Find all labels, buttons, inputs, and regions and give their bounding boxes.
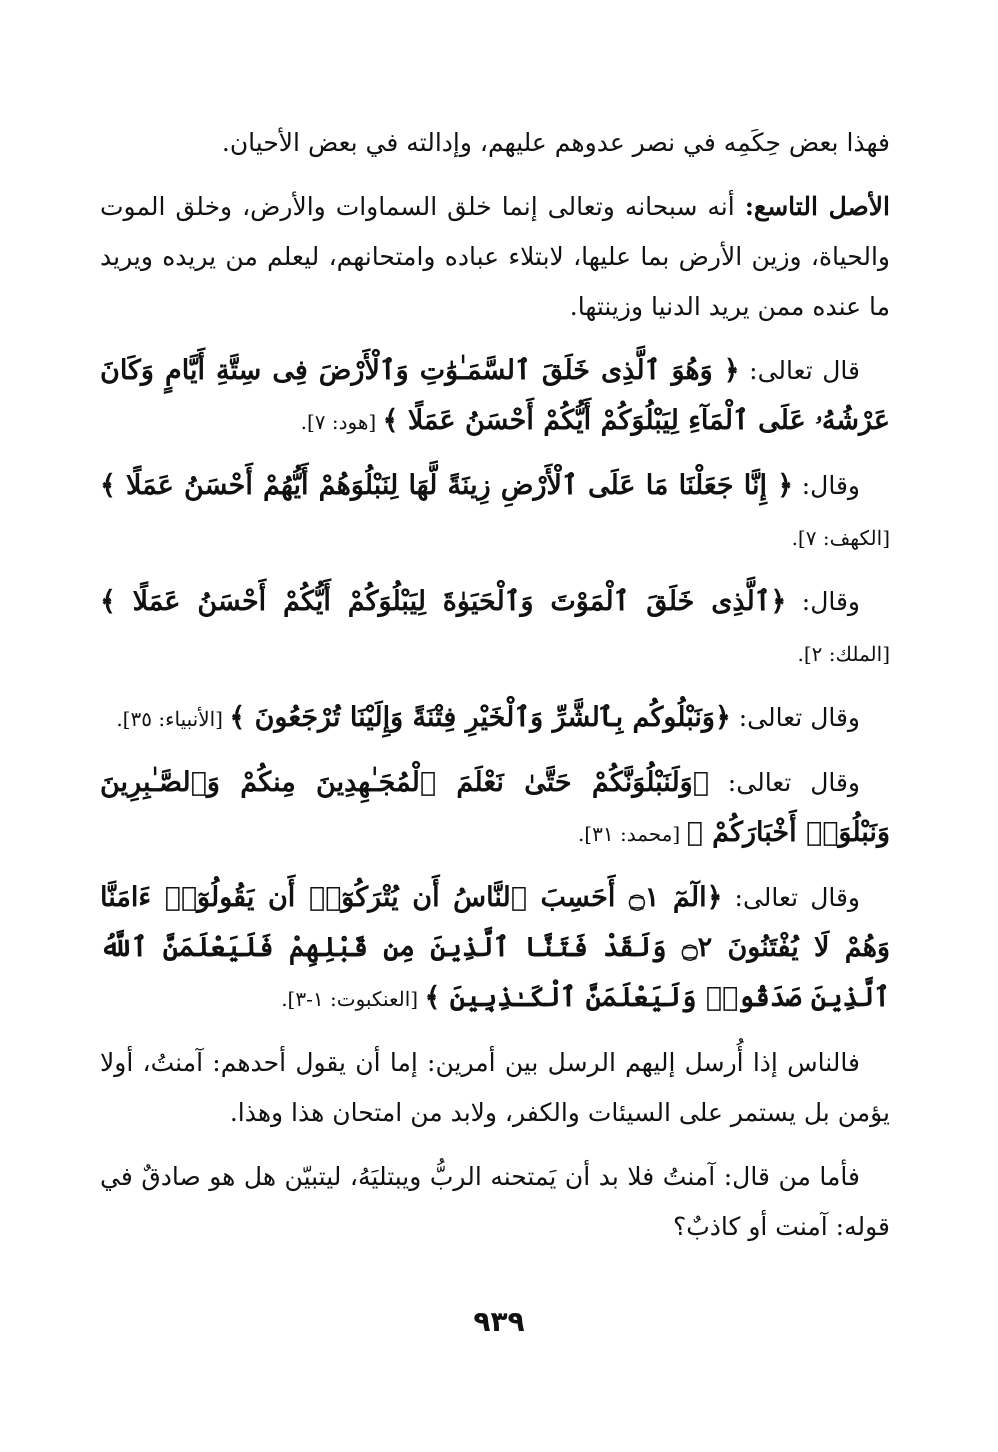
- verse-paragraph-muhammad: [100, 758, 890, 859]
- verse-intro: وقال تعالى:: [708, 768, 861, 797]
- verse-reference: [الكهف: ٧].: [791, 526, 890, 550]
- verse-intro: وقال:: [793, 471, 860, 500]
- paragraph-text: فهذا بعض حِكَمِه في نصر عدوهم عليهم، وإدالته في بعض الأحيان.: [221, 128, 890, 157]
- paragraph-believer: [100, 1152, 890, 1252]
- principle-heading: الأصل التاسع:: [744, 192, 890, 221]
- main-text: [100, 118, 890, 1266]
- verse-paragraph-hud: [100, 346, 890, 447]
- paragraph-text: أنه سبحانه وتعالى إنما خلق السماوات والأرض، وخلق الموت والحياة، وزين الأرض بما عليها، لابتلاء عباده وامتحانهم، ليعلم من يريده ويريد ما عنده ممن يريد الدنيا وزينتها.: [100, 192, 890, 321]
- paragraph-principle-nine: [100, 182, 890, 332]
- verse-intro: وقال تعالى:: [730, 703, 860, 732]
- verse-intro: وقال:: [786, 587, 860, 616]
- verse-intro: وقال تعالى:: [722, 883, 861, 912]
- verse-intro: قال تعالى:: [739, 356, 860, 385]
- quran-verse: ﴿وَلَنَبْلُوَنَّكُمْ حَتَّىٰ نَعْلَمَ ٱلْمُجَـٰهِدِينَ مِنكُمْ وَٱلصَّـٰبِرِينَ وَنَبْلُوَا۟ أَخْبَارَكُمْ ﴾: [100, 767, 890, 848]
- verse-reference: [الملك: ٢].: [797, 642, 890, 666]
- verse-reference: [محمد: ٣١].: [577, 822, 687, 846]
- verse-reference: [هود: ٧].: [300, 410, 383, 434]
- verse-reference: [العنكبوت: ١-٣].: [281, 987, 425, 1011]
- quran-verse: ﴿الٓمٓ ۝١ أَحَسِبَ ٱلنَّاسُ أَن يُتْرَكُوٓا۟ أَن يَقُولُوٓا۟ ءَامَنَّا وَهُمْ لَا يُفْتَنُونَ ۝٢ وَلَقَدْ فَتَنَّا ٱلَّذِينَ مِن قَبْلِهِمْ فَلَيَعْلَمَنَّ ٱللَّهُ ٱلَّذِينَ صَدَقُوا۟ وَلَيَعْلَمَنَّ ٱلْكَـٰذِبِينَ ﴾: [100, 882, 890, 1013]
- paragraph-text: فالناس إذا أُرسل إليهم الرسل بين أمرين: إما أن يقول أحدهم: آمنتُ، أولا يؤمن بل يستمر على السيئات والكفر، ولابد من امتحان هذا وهذا.: [100, 1048, 890, 1127]
- verse-paragraph-mulk: [100, 577, 890, 679]
- verse-paragraph-kahf: [100, 461, 890, 563]
- quran-verse: ﴿ إِنَّا جَعَلْنَا مَا عَلَى ٱلْأَرْضِ زِينَةً لَّهَا لِنَبْلُوَهُمْ أَيُّهُمْ أَحْسَنُ عَمَلًا ﴾: [100, 470, 794, 501]
- paragraph-text: فأما من قال: آمنتُ فلا بد أن يَمتحنه الربُّ ويبتليَهُ، ليتبيّن هل هو صادقٌ في قوله: آمنت أو كاذبٌ؟: [100, 1162, 890, 1241]
- verse-reference: [الأنبياء: ٣٥].: [116, 707, 230, 731]
- paragraph-people: [100, 1038, 890, 1138]
- page-number: ٩٣٩: [473, 1305, 525, 1338]
- verse-paragraph-anbiya: [100, 693, 890, 744]
- quran-verse: ﴿ٱلَّذِى خَلَقَ ٱلْمَوْتَ وَٱلْحَيَوٰةَ لِيَبْلُوَكُمْ أَيُّكُمْ أَحْسَنُ عَمَلًا ﴾: [100, 586, 787, 617]
- quran-verse: ﴿وَنَبْلُوكُم بِٱلشَّرِّ وَٱلْخَيْرِ فِتْنَةً وَإِلَيْنَا تُرْجَعُونَ ﴾: [229, 702, 731, 733]
- verse-paragraph-ankabut: [100, 873, 890, 1024]
- paragraph-1: [100, 118, 890, 168]
- quran-verse: ﴿ وَهُوَ ٱلَّذِى خَلَقَ ٱلسَّمَـٰوَٰتِ وَٱلْأَرْضَ فِى سِتَّةِ أَيَّامٍ وَكَانَ عَرْشُهُۥ عَلَى ٱلْمَآءِ لِيَبْلُوَكُمْ أَيُّكُمْ أَحْسَنُ عَمَلًا ﴾: [100, 355, 890, 436]
